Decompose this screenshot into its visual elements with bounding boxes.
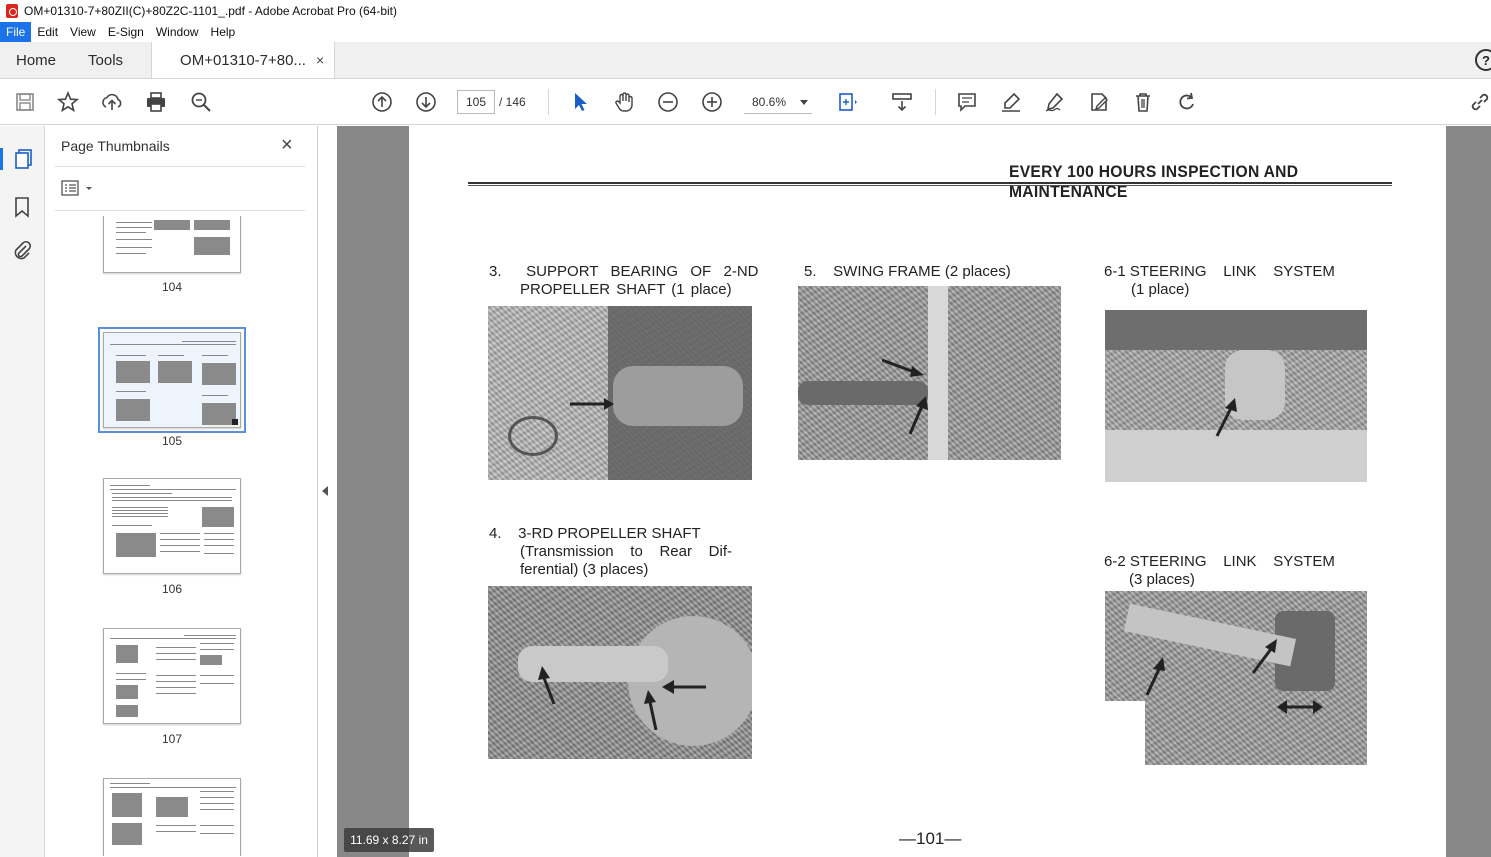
menu-edit[interactable]: Edit [37, 25, 59, 39]
caption-4: 4. 3-RD PROPELLER SHAFT (Transmission to Rear Dif- ferential) (3 places) [489, 525, 732, 578]
link-icon[interactable] [1468, 90, 1491, 114]
thumbnail-page-105[interactable] [103, 332, 241, 428]
edit-icon[interactable] [1087, 90, 1111, 114]
comment-icon[interactable] [955, 90, 979, 114]
tab-bar [0, 42, 1491, 79]
zoom-out-icon[interactable] [656, 90, 680, 114]
thumbnail-page-107[interactable] [103, 628, 241, 724]
window-title: OM+01310-7+80ZII(C)+80Z2C-1101_.pdf - Adobe Acrobat Pro (64-bit) [24, 4, 397, 18]
fit-page-icon[interactable] [836, 90, 860, 114]
panel-divider [55, 210, 305, 211]
thumbnail-page-104[interactable] [103, 216, 241, 273]
tab-document-label: OM+01310-7+80... [180, 51, 306, 69]
arrow-down-icon[interactable] [414, 90, 438, 114]
page-total: / 146 [499, 95, 526, 109]
menu-help[interactable]: Help [210, 25, 236, 39]
caption-3: 3. SUPPORT BEARING OF 2-ND PROPELLER SHAFT (1 place) [489, 263, 759, 298]
caption-5: 5. SWING FRAME (2 places) [804, 263, 1011, 280]
menu-file[interactable]: File [0, 22, 31, 42]
page-header: EVERY 100 HOURS INSPECTION AND MAINTENANCE [1009, 162, 1299, 201]
toolbar [0, 79, 1491, 125]
chevron-down-icon [800, 100, 808, 105]
page-number: —101— [899, 829, 962, 848]
highlight-icon[interactable] [999, 90, 1023, 114]
header-rule [468, 182, 1392, 186]
close-tab-icon[interactable]: × [315, 52, 325, 68]
collapse-panel-icon[interactable] [322, 486, 328, 496]
page-thumbnails-icon[interactable] [0, 148, 45, 170]
hand-icon[interactable] [612, 90, 636, 114]
title-bar [0, 0, 1491, 22]
panel-divider [55, 166, 305, 167]
document-viewer[interactable] [337, 126, 1491, 857]
toolbar-divider [548, 89, 549, 115]
arrow-up-icon[interactable] [370, 90, 394, 114]
left-rail [0, 126, 45, 857]
toolbar-divider [935, 89, 936, 115]
caption-6-1: 6-1 STEERING LINK SYSTEM (1 place) [1104, 263, 1335, 298]
thumbnail-label: 106 [161, 582, 183, 596]
help-icon[interactable]: ? [1475, 49, 1491, 71]
thumbnail-page-108[interactable] [103, 778, 241, 856]
page-size-badge: 11.69 x 8.27 in [344, 828, 434, 852]
photo-support-bearing [488, 306, 752, 480]
thumbnail-label: 107 [161, 732, 183, 746]
save-icon[interactable] [13, 90, 37, 114]
cursor-icon[interactable] [568, 90, 592, 114]
scroll-mode-icon[interactable] [890, 90, 914, 114]
search-icon[interactable] [189, 90, 213, 114]
upload-icon[interactable] [100, 90, 124, 114]
menu-view[interactable]: View [70, 25, 96, 39]
bookmark-icon[interactable] [11, 196, 33, 218]
photo-swing-frame [798, 286, 1061, 460]
zoom-value: 80.6% [752, 95, 787, 109]
photo-steering-link-2 [1105, 591, 1367, 765]
page-number-input[interactable]: 105 [457, 90, 495, 114]
acrobat-pdf-icon [6, 4, 18, 18]
thumbnail-label: 105 [161, 434, 183, 448]
caption-6-2: 6-2 STEERING LINK SYSTEM (3 places) [1104, 553, 1335, 588]
thumbnail-list [45, 216, 295, 856]
zoom-select[interactable] [744, 90, 812, 114]
zoom-in-icon[interactable] [700, 90, 724, 114]
menu-bar [0, 22, 1491, 42]
attachment-icon[interactable] [11, 240, 33, 262]
delete-icon[interactable] [1131, 90, 1155, 114]
thumbnails-panel [45, 126, 318, 857]
close-icon[interactable]: × [281, 134, 293, 156]
rotate-icon[interactable] [1175, 90, 1199, 114]
sign-icon[interactable] [1043, 90, 1067, 114]
thumbnail-options-button[interactable] [61, 180, 95, 198]
tab-home[interactable]: Home [16, 51, 57, 69]
panel-title: Page Thumbnails [61, 138, 170, 154]
print-icon[interactable] [144, 90, 168, 114]
menu-esign[interactable]: E-Sign [107, 25, 144, 39]
thumbnail-page-106[interactable] [103, 478, 241, 574]
tab-document[interactable] [151, 42, 335, 78]
tab-tools[interactable]: Tools [88, 51, 124, 69]
pdf-page [409, 126, 1446, 857]
star-icon[interactable] [56, 90, 80, 114]
menu-window[interactable]: Window [155, 25, 199, 39]
photo-propeller-shaft [488, 586, 752, 759]
thumbnail-label: 104 [161, 280, 183, 294]
photo-steering-link-1 [1105, 310, 1367, 482]
